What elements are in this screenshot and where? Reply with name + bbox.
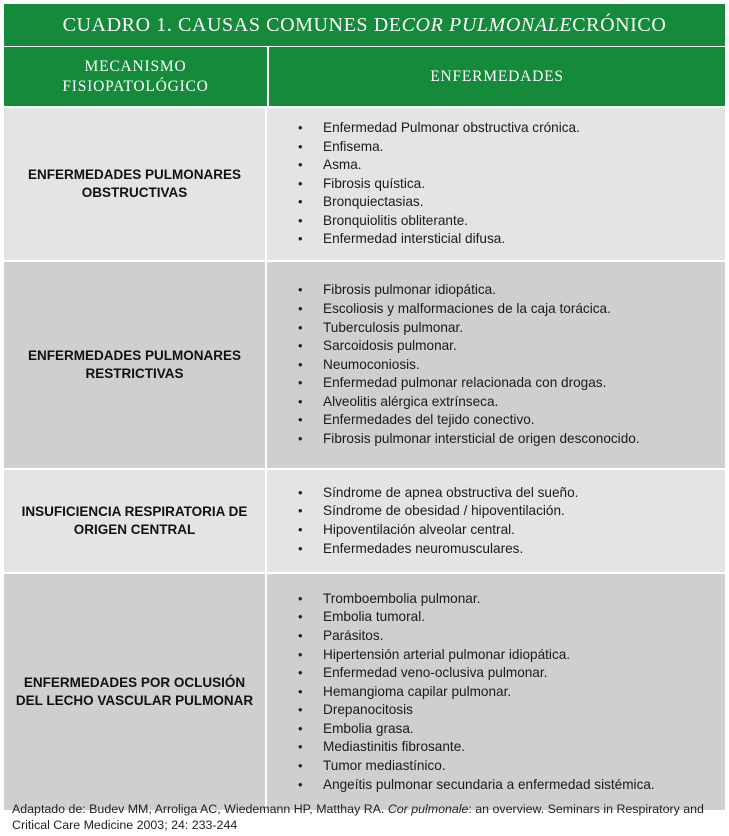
list-item: • Enfermedades neuromusculares.	[323, 540, 578, 559]
table-body	[4, 106, 725, 810]
table-title-text: CUADRO 1. CAUSAS COMUNES DE	[62, 13, 402, 36]
list-item: • Parásitos.	[323, 627, 655, 646]
mechanism-cell: INSUFICIENCIA RESPIRATORIA DE ORIGEN CENTRAL	[4, 470, 267, 572]
disease-list	[267, 484, 578, 558]
header-mechanism	[4, 47, 269, 106]
causes-table	[4, 4, 725, 810]
list-item: • Drepanocitosis	[323, 701, 655, 720]
list-item: • Hipoventilación alveolar central.	[323, 521, 578, 540]
list-item: • Embolia tumoral.	[323, 608, 655, 627]
header-diseases: ENFERMEDADES	[430, 67, 564, 85]
list-item: • Tromboembolia pulmonar.	[323, 590, 655, 609]
list-item: • Bronquiectasias.	[323, 193, 580, 212]
list-item: • Enfermedad intersticial difusa.	[323, 230, 580, 249]
list-item: • Neumoconiosis.	[323, 356, 640, 375]
table-row	[4, 106, 725, 260]
disease-list	[267, 590, 655, 795]
list-item: • Hemangioma capilar pulmonar.	[323, 683, 655, 702]
list-item: • Fibrosis pulmonar intersticial de origen desconocido.	[323, 430, 640, 449]
list-item: • Alveolitis alérgica extrínseca.	[323, 393, 640, 412]
source-footnote	[12, 802, 722, 833]
list-item: • Bronquiolitis obliterante.	[323, 212, 580, 231]
disease-list	[267, 281, 640, 448]
list-item: • Tuberculosis pulmonar.	[323, 319, 640, 338]
table-header-row	[4, 47, 725, 106]
list-item: • Enfermedad Pulmonar obstructiva crónica.	[323, 119, 580, 138]
mechanism-cell: ENFERMEDADES PULMONARES RESTRICTIVAS	[4, 262, 267, 468]
footnote-suffix: : an overview. Seminars in Respiratory and Critical Care Medicine 2003; 24: 233-244	[12, 802, 704, 832]
list-item: • Sarcoidosis pulmonar.	[323, 337, 640, 356]
diseases-cell	[267, 262, 725, 468]
list-item: • Angeítis pulmonar secundaria a enfermedad sistémica.	[323, 776, 655, 795]
header-mechanism-line2: FISIOPATOLÓGICO	[62, 77, 209, 95]
footnote-text: Adaptado de: Budev MM, Arroliga AC, Wiedemann HP, Matthay RA.	[12, 802, 388, 816]
list-item: • Embolia grasa.	[323, 720, 655, 739]
footnote-italic: Cor pulmonale	[387, 802, 469, 816]
list-item: • Enfermedad veno-oclusiva pulmonar.	[323, 664, 655, 683]
list-item: • Asma.	[323, 156, 580, 175]
table-title-suffix: CRÓNICO	[572, 13, 667, 36]
list-item: • Enfermedades del tejido conectivo.	[323, 411, 640, 430]
list-item: • Enfisema.	[323, 138, 580, 157]
table-row	[4, 468, 725, 572]
header-mechanism-line1: MECANISMO	[84, 58, 187, 76]
list-item: • Enfermedad pulmonar relacionada con drogas.	[323, 374, 640, 393]
list-item: • Escoliosis y malformaciones de la caja torácica.	[323, 300, 640, 319]
list-item: • Tumor mediastínico.	[323, 757, 655, 776]
table-title	[4, 4, 725, 47]
diseases-cell	[267, 108, 725, 260]
mechanism-cell: ENFERMEDADES POR OCLUSIÓN DEL LECHO VASCULAR PULMONAR	[4, 574, 267, 810]
list-item: • Hipertensión arterial pulmonar idiopática.	[323, 646, 655, 665]
mechanism-cell: ENFERMEDADES PULMONARES OBSTRUCTIVAS	[4, 108, 267, 260]
list-item: • Síndrome de obesidad / hipoventilación.	[323, 502, 578, 521]
diseases-cell	[267, 470, 725, 572]
disease-list	[267, 119, 580, 249]
table-title-italic: COR PULMONALE	[401, 13, 573, 36]
table-row	[4, 572, 725, 810]
table-row	[4, 260, 725, 468]
diseases-cell	[267, 574, 725, 810]
list-item: • Síndrome de apnea obstructiva del sueño.	[323, 484, 578, 503]
list-item: • Fibrosis pulmonar idiopática.	[323, 281, 640, 300]
list-item: • Fibrosis quística.	[323, 175, 580, 194]
list-item: • Mediastinitis fibrosante.	[323, 738, 655, 757]
